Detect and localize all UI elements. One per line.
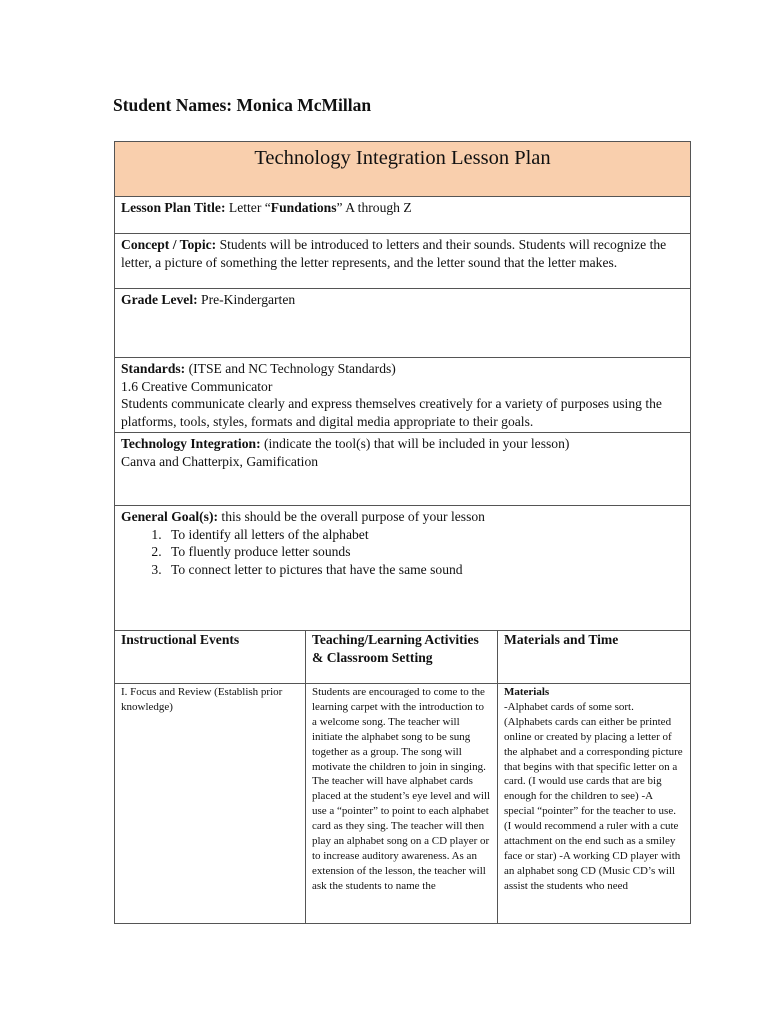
technology-label: Technology Integration: <box>121 436 261 451</box>
activities-cell <box>306 684 498 924</box>
concept-cell <box>115 234 691 289</box>
grade-cell <box>115 289 691 358</box>
standards-text: (ITSE and NC Technology Standards) <box>185 361 396 376</box>
columns-header-row <box>115 631 691 684</box>
event-cell <box>115 684 306 924</box>
plan-header-cell <box>115 142 691 197</box>
materials-title: Materials <box>504 686 550 698</box>
goals-list <box>121 526 684 579</box>
standards-cell <box>115 358 691 433</box>
lesson-title-row <box>115 197 691 234</box>
activities-text: Students are encouraged to come to the learning carpet with the introduction to a welcome song. The teacher will initiate the alphabet song to be sung together as a group. The song will motivate the children to join in singing. The teacher will have alphabet cards placed at the student’s eye level and will use a “pointer” to point to each alphabet card as they sing. The teacher will then play an alphabet song on a CD player or to increase auditory awareness. As an extension of the lesson, the teacher will ask the students to name the <box>312 686 491 892</box>
grade-row <box>115 289 691 358</box>
plan-header-row <box>115 142 691 197</box>
concept-row <box>115 234 691 289</box>
goals-cell <box>115 506 691 631</box>
standards-line3: Students communicate clearly and express themselves creatively for a variety of purposes using the platforms, tools, styles, formats and digital media appropriate to their goals. <box>121 396 662 429</box>
concept-label: Concept / Topic: <box>121 237 217 252</box>
materials-cell <box>498 684 691 924</box>
standards-line2: 1.6 Creative Communicator <box>121 378 273 394</box>
col-header-events <box>115 631 306 684</box>
lesson-title-cell <box>115 197 691 234</box>
technology-text: (indicate the tool(s) that will be included in your lesson) <box>260 436 570 451</box>
goal-item: 2. To fluently produce letter sounds <box>165 543 684 561</box>
plan-title: Technology Integration Lesson Plan <box>254 147 551 169</box>
goals-text: this should be the overall purpose of your lesson <box>218 509 485 524</box>
technology-line2: Canva and Chatterpix, Gamification <box>121 453 319 469</box>
technology-cell <box>115 433 691 506</box>
grade-text: Pre-Kindergarten <box>197 292 296 307</box>
standards-label: Standards: <box>121 361 186 376</box>
goals-row <box>115 506 691 631</box>
focus-review-row <box>115 684 691 924</box>
col-header-events-label: Instructional Events <box>121 632 240 647</box>
student-names: Student Names: Monica McMillan <box>113 95 372 115</box>
goals-label: General Goal(s): <box>121 509 219 524</box>
concept-text: Students will be introduced to letters and their sounds. Students will recognize the letter, a picture of something the letter represents, and the letter sound that the letter makes. <box>121 237 667 270</box>
lesson-title-pre: Letter “ <box>225 200 271 215</box>
col-header-materials-label: Materials and Time <box>504 632 619 647</box>
lesson-title-post: ” A through Z <box>336 200 412 215</box>
lesson-plan-table <box>114 141 691 924</box>
lesson-title-bold: Fundations <box>270 200 337 215</box>
col-header-activities <box>306 631 498 684</box>
standards-row <box>115 358 691 433</box>
grade-label: Grade Level: <box>121 292 198 307</box>
col-header-activities-label: Teaching/Learning Activities & Classroom Setting <box>312 632 479 665</box>
goal-item: 3. To connect letter to pictures that have the same sound <box>165 561 684 579</box>
lesson-title-label: Lesson Plan Title: <box>121 200 226 215</box>
col-header-materials <box>498 631 691 684</box>
technology-row <box>115 433 691 506</box>
event-text: I. Focus and Review (Establish prior knowledge) <box>121 686 283 713</box>
goal-item: 1. To identify all letters of the alphabet <box>165 526 684 544</box>
materials-text: -Alphabet cards of some sort. (Alphabets cards can either be printed online or created by placing a letter of the alphabet and a corresponding picture that begins with that specific letter on a card. (I would use cards that are big enough for the children to see) -A special “pointer” for the teacher to use. (I would recommend a ruler with a cute attachment on the end such as a smiley face or star) -A working CD player with an alphabet song CD (Music CD’s will assist the students who need <box>504 700 683 892</box>
